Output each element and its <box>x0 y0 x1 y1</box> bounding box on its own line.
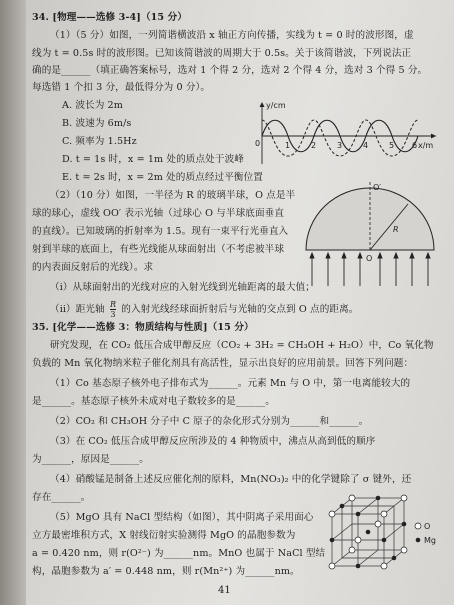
origin-label: 0 <box>255 139 261 148</box>
q34-p2-line: （2）（10 分）如图，一半径为 R 的玻璃半球，O 点是半 <box>50 190 296 201</box>
y-axis-label: y/cm <box>266 101 286 110</box>
q35-line: 构，晶胞参数为 a′ = 0.448 nm，则 r(Mn²⁺) 为______nm。 <box>32 566 300 577</box>
x-tick-label: 2 <box>311 141 317 150</box>
q34-p2-line: 球的球心，虚线 OO′ 表示光轴（过球心 O 与半球底面垂直 <box>32 208 285 219</box>
x-tick-label: 5 <box>389 141 395 150</box>
q34-p1-line: 每选错 1 个扣 3 分，最低得分为 0 分）。 <box>32 82 211 93</box>
q35-line: （3）在 CO₂ 低压合成甲醇反应所涉及的 4 种物质中，沸点从高到低的顺序 <box>50 436 376 447</box>
legend-o-label: O <box>424 522 431 531</box>
x-tick-label: 4 <box>363 141 369 150</box>
q35-intro-line: 研究发现，在 CO₂ 低压合成甲醇反应（CO₂ + 3H₂ = CH₃OH + H₂O）中，Co 氧化物 <box>50 340 434 351</box>
q34-sub-ii <box>50 300 358 319</box>
q34-option: A. 波长为 2m <box>62 100 123 111</box>
wave-graph <box>252 98 442 168</box>
legend-o-marker <box>415 523 421 529</box>
label-o-prime: O′ <box>373 183 382 192</box>
x-axis-label: x/m <box>418 141 434 150</box>
q35-line: 为______，原因是______。 <box>32 454 149 465</box>
q34-option: D. t = 1s 时，x = 1m 处的质点处于波峰 <box>62 154 244 165</box>
page-number: 41 <box>218 585 231 596</box>
q34-option: B. 波速为 6m/s <box>62 118 132 129</box>
q34-sub-i: （i）从球面射出的光线对应的入射光线到光轴距离的最大值； <box>50 282 315 293</box>
q35-line: 存在______。 <box>32 492 91 503</box>
q35-line: （4）硝酸锰是制备上述反应催化剂的原料，Mn(NO₃)₂ 中的化学键除了 σ 键外，还 <box>50 474 412 485</box>
q34-option: E. t = 2s 时，x = 2m 处的质点经过平衡位置 <box>62 172 263 183</box>
q34-p2-line: 的直线）。已知玻璃的折射率为 1.5。现有一束平行光垂直入 <box>32 226 289 237</box>
q34-p1-line: 确的是______（填正确答案标号，选对 1 个得 2 分，选对 2 个得 4 分，选对 3 个得 5 分。 <box>32 65 428 76</box>
page-fold-shadow <box>0 0 26 605</box>
label-r: R <box>393 225 399 234</box>
q34-header: 34. [物理——选修 3-4]（15 分） <box>32 12 188 23</box>
legend-mg-marker <box>416 538 421 543</box>
fraction <box>110 300 116 319</box>
nacl-crystal-diagram <box>326 492 446 572</box>
x-tick-label: 6 <box>412 141 418 150</box>
x-axis-arrow <box>431 134 436 139</box>
legend-mg-label: Mg <box>424 536 436 545</box>
q35-line: 是______。基态原子核外未成对电子数较多的是______。 <box>32 396 275 407</box>
sub-ii-suffix: 的入射光线经球面折射后与光轴的交点到 O 点的距离。 <box>121 304 359 315</box>
q34-p1-line: 线为 t = 0.5s 时的波形图。已知该简谐波的周期大于 0.5s。关于该简谐波，下列说法正 <box>32 48 412 59</box>
q35-line: 立方最密堆积方式，X 射线衍射实验测得 MgO 的晶胞参数为 <box>32 530 296 541</box>
q35-line: a = 0.420 nm，则 r(O²⁻) 为______nm。MnO 也属于 NaCl 型结 <box>32 548 326 559</box>
q34-option: C. 频率为 1.5Hz <box>62 136 137 147</box>
q35-intro-line: 负载的 Mn 氧化物纳米粒子催化剂具有高活性，显示出良好的应用前景。回答下列问题： <box>32 358 414 369</box>
hemisphere-diagram <box>300 178 440 290</box>
q34-p1-line: （1）（5 分）如图，一列简谐横波沿 x 轴正方向传播，实线为 t = 0 时的波形图，虚 <box>50 30 414 41</box>
sub-ii-prefix: （ii）距光轴 <box>50 304 105 315</box>
fraction-numerator: R <box>109 300 117 309</box>
x-tick-label: 1 <box>285 141 291 150</box>
fraction-denominator: 3 <box>110 310 116 319</box>
q35-line: （1）Co 基态原子核外电子排布式为______。元素 Mn 与 O 中，第一电离能较大的 <box>50 378 411 389</box>
q34-p2-line: 射到半球的底面上，有些光线能从球面射出（不考虑被半球 <box>32 244 285 255</box>
q34-p2-line: 的内表面反射后的光线）。求 <box>32 262 154 273</box>
q35-line: （2）CO₂ 和 CH₃OH 分子中 C 原子的杂化形式分别为______和______。 <box>50 416 369 427</box>
q35-header: 35. [化学——选修 3：物质结构与性质]（15 分） <box>32 322 254 333</box>
wave-dashed-curve <box>262 120 418 156</box>
y-axis-arrow <box>260 102 265 107</box>
q35-line: （5）MgO 具有 NaCl 型结构（如图），其中阴离子采用面心 <box>50 512 314 523</box>
x-tick-label: 3 <box>337 141 343 150</box>
label-o: O <box>366 254 373 263</box>
